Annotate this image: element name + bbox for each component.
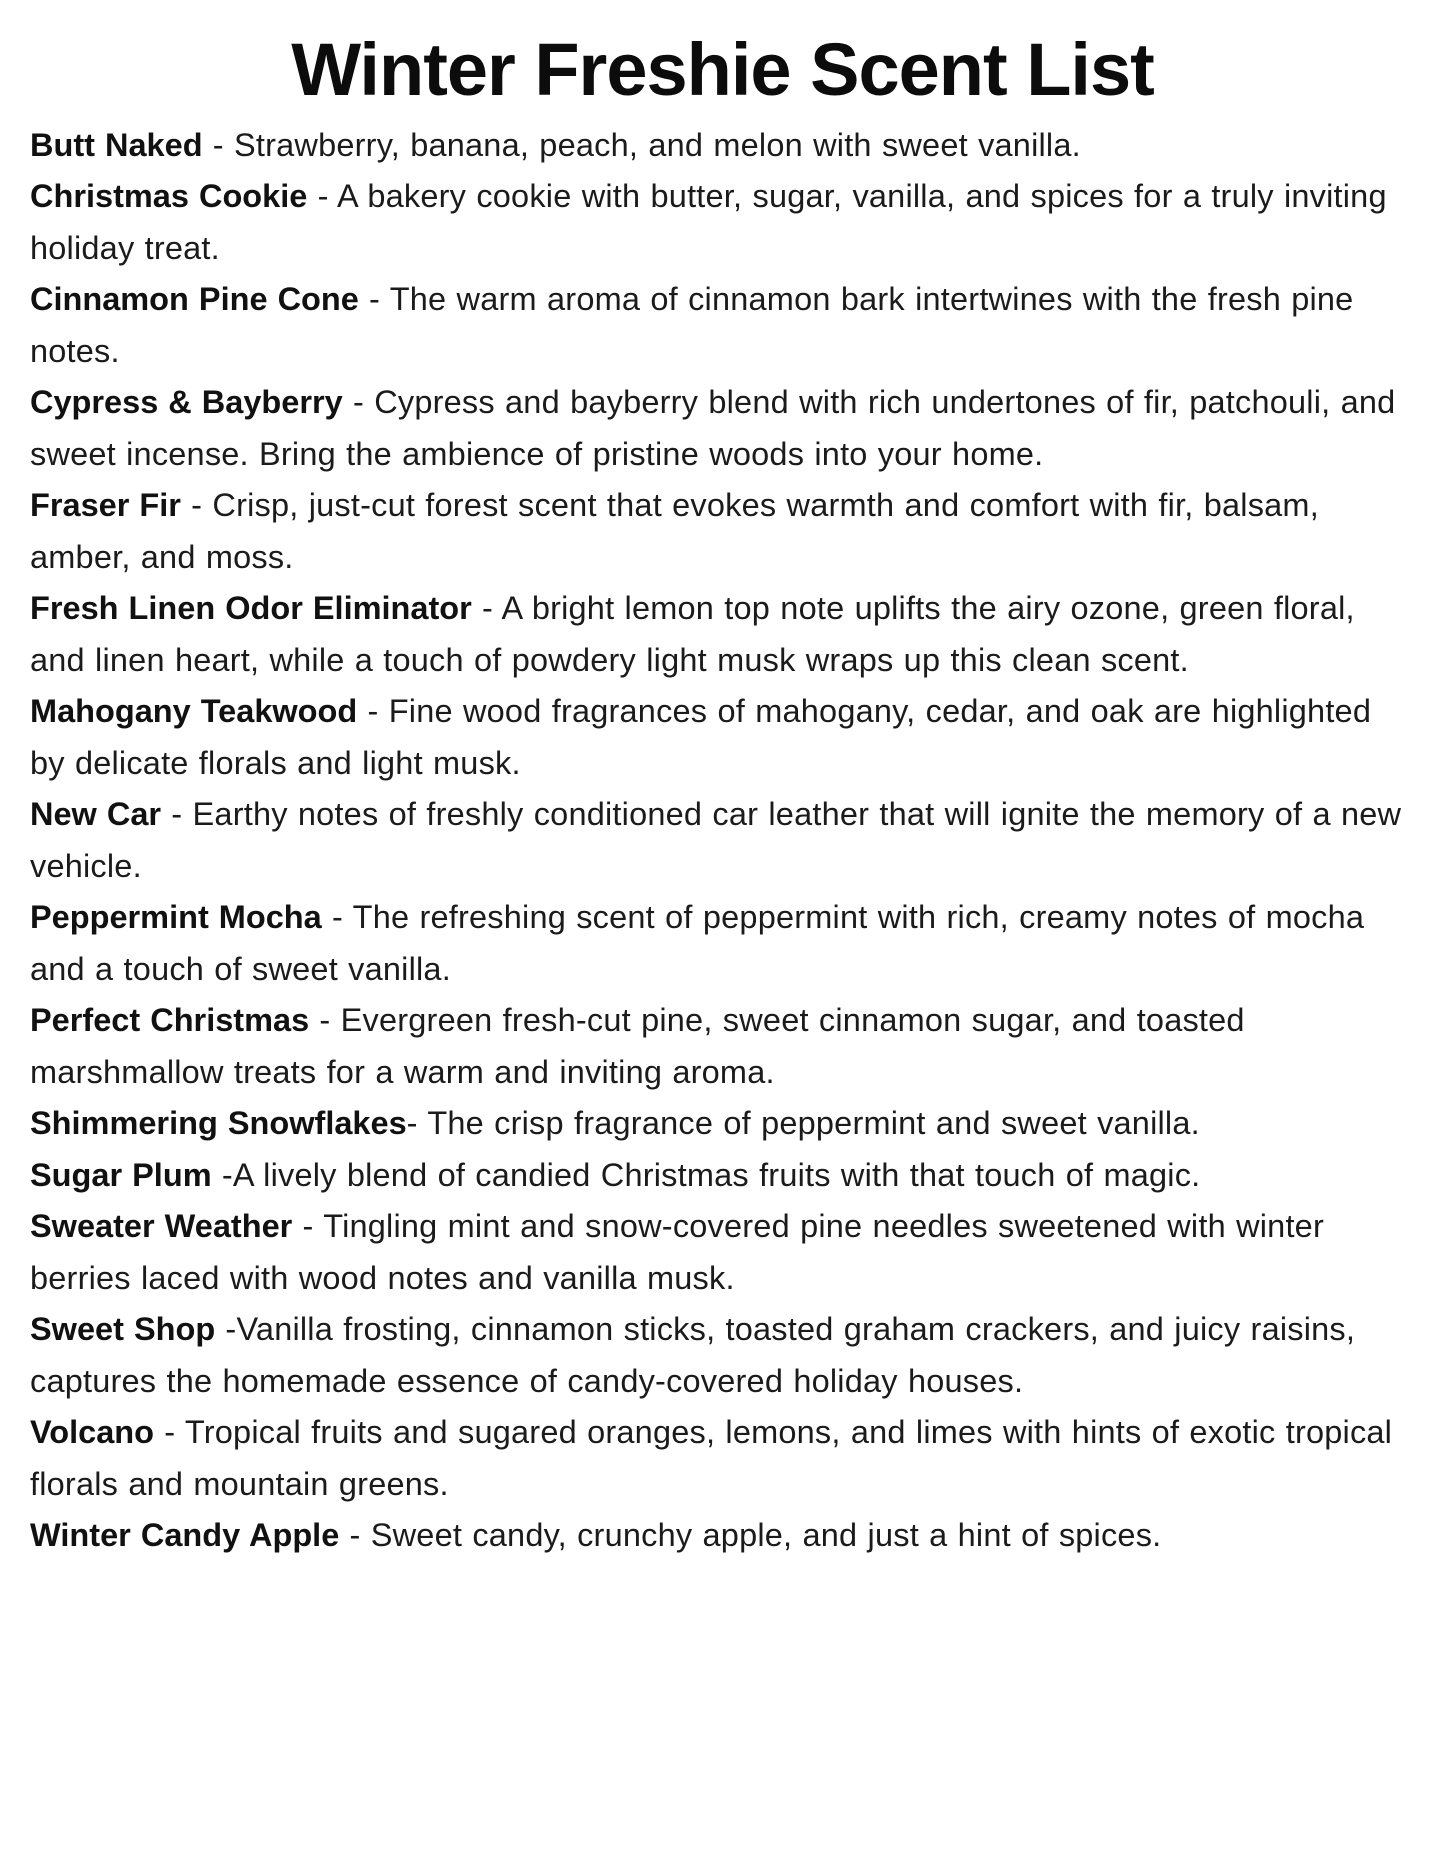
scent-entry-peppermint-mocha xyxy=(30,892,1415,995)
scent-entry-winter-candy-apple xyxy=(30,1510,1415,1562)
scent-name: Mahogany Teakwood xyxy=(30,693,358,730)
scent-description: - Cypress and bayberry blend with rich undertones of fir, patchouli, and sweet incense. Bring the ambience of pristine woods into your home. xyxy=(30,384,1396,472)
scent-name: Christmas Cookie xyxy=(30,178,308,215)
scent-description: - A bright lemon top note uplifts the airy ozone, green floral, and linen heart, while a touch of powdery light musk wraps up this clean scent. xyxy=(30,590,1355,678)
scent-description: - The refreshing scent of peppermint with rich, creamy notes of mocha and a touch of sweet vanilla. xyxy=(30,899,1365,987)
scent-name: New Car xyxy=(30,796,162,833)
scent-name: Peppermint Mocha xyxy=(30,899,322,936)
scent-entry-sweet-shop xyxy=(30,1304,1415,1407)
scent-entry-shimmering-snowflakes xyxy=(30,1098,1415,1150)
scent-name: Fraser Fir xyxy=(30,487,181,524)
scent-description: - Sweet candy, crunchy apple, and just a hint of spices. xyxy=(339,1517,1162,1554)
scent-entry-volcano xyxy=(30,1407,1415,1510)
scent-name: Butt Naked xyxy=(30,126,203,163)
scent-name: Cinnamon Pine Cone xyxy=(30,281,359,318)
scent-entry-christmas-cookie xyxy=(30,171,1415,274)
scent-description: - Fine wood fragrances of mahogany, cedar, and oak are highlighted by delicate florals and light musk. xyxy=(30,693,1372,781)
scent-name: Volcano xyxy=(30,1414,155,1451)
scent-entry-sugar-plum xyxy=(30,1150,1415,1202)
scent-description: - Evergreen fresh-cut pine, sweet cinnamon sugar, and toasted marshmallow treats for a warm and inviting aroma. xyxy=(30,1002,1245,1090)
scent-entry-cinnamon-pine-cone xyxy=(30,274,1415,377)
scent-name: Sugar Plum xyxy=(30,1156,212,1193)
page-title: Winter Freshie Scent List xyxy=(291,28,1154,111)
scent-name: Perfect Christmas xyxy=(30,1002,310,1039)
scent-name: Fresh Linen Odor Eliminator xyxy=(30,590,472,627)
scent-entry-mahogany-teakwood xyxy=(30,686,1415,789)
scent-description: - The crisp fragrance of peppermint and sweet vanilla. xyxy=(406,1105,1200,1142)
scent-entry-butt-naked xyxy=(30,120,1415,172)
scent-name: Sweater Weather xyxy=(30,1208,293,1245)
scent-description: - A bakery cookie with butter, sugar, vanilla, and spices for a truly inviting holiday treat. xyxy=(30,178,1387,266)
scent-entry-perfect-christmas xyxy=(30,995,1415,1098)
scent-description: -A lively blend of candied Christmas fruits with that touch of magic. xyxy=(211,1156,1201,1193)
scent-entry-sweater-weather xyxy=(30,1201,1415,1304)
scent-entry-fresh-linen-odor-eliminator xyxy=(30,583,1415,686)
scent-description: - The warm aroma of cinnamon bark intertwines with the fresh pine notes. xyxy=(30,281,1354,369)
scent-description: - Tingling mint and snow-covered pine needles sweetened with winter berries laced with wood notes and vanilla musk. xyxy=(30,1208,1324,1296)
scent-description: - Tropical fruits and sugared oranges, lemons, and limes with hints of exotic tropical florals and mountain greens. xyxy=(30,1414,1393,1502)
scent-entry-new-car xyxy=(30,789,1415,892)
scent-description: - Earthy notes of freshly conditioned car leather that will ignite the memory of a new vehicle. xyxy=(30,796,1402,884)
scent-description: - Crisp, just-cut forest scent that evokes warmth and comfort with fir, balsam, amber, and moss. xyxy=(30,487,1319,575)
scent-name: Shimmering Snowflakes xyxy=(30,1105,407,1142)
scent-name: Winter Candy Apple xyxy=(30,1517,340,1554)
scent-entry-fraser-fir xyxy=(30,480,1415,583)
scent-name: Sweet Shop xyxy=(30,1311,216,1348)
scent-list xyxy=(30,120,1415,1562)
scent-description: - Strawberry, banana, peach, and melon with sweet vanilla. xyxy=(202,126,1081,163)
scent-description: -Vanilla frosting, cinnamon sticks, toasted graham crackers, and juicy raisins, captures the homemade essence of candy-covered holiday houses. xyxy=(30,1311,1356,1399)
scent-entry-cypress-bayberry xyxy=(30,377,1415,480)
scent-name: Cypress & Bayberry xyxy=(30,384,343,421)
